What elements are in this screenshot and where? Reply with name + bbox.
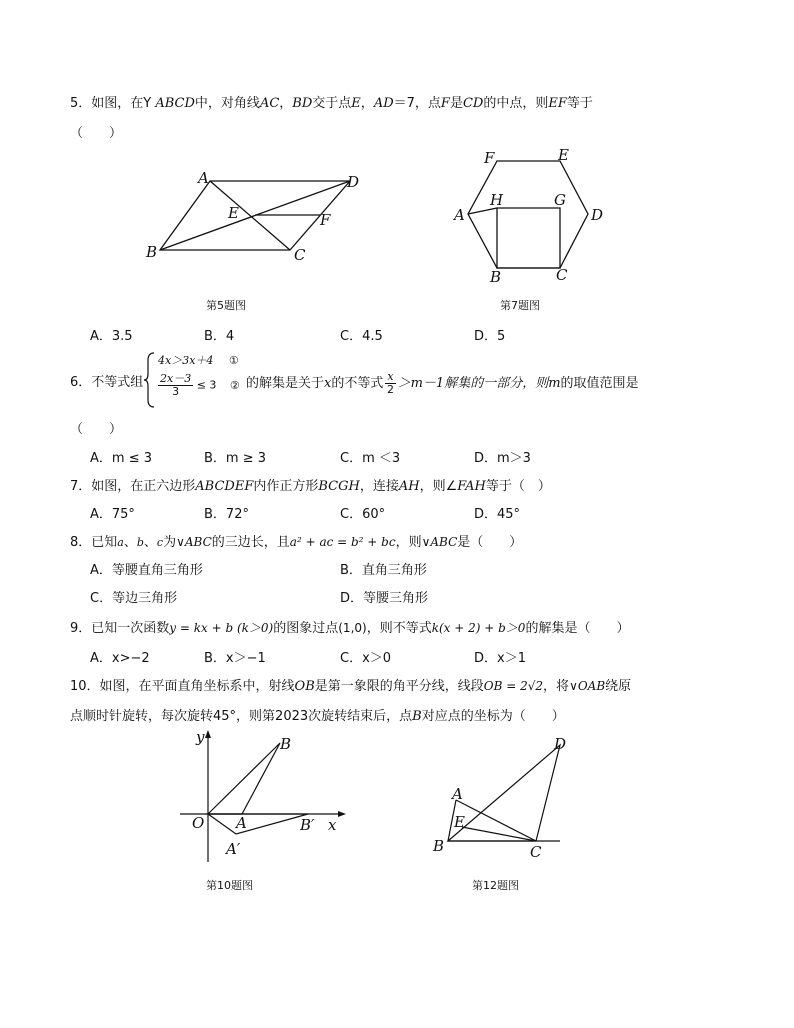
q10-line1	[70, 675, 631, 694]
q5-text: ，	[279, 96, 293, 111]
label-a: A	[236, 814, 247, 832]
q8-b: b	[136, 536, 144, 549]
label-d: D	[347, 173, 360, 191]
fig12-caption: 第12题图	[472, 879, 519, 892]
triangle-oab	[208, 743, 280, 814]
q7-line	[70, 475, 551, 494]
q10-b: B	[412, 709, 422, 724]
label-e: E	[228, 204, 239, 222]
q6-prefix: 6．不等式组	[70, 375, 144, 390]
q9-point: (1,0)	[338, 621, 367, 635]
q5-text: 的中点，则	[483, 96, 549, 111]
q7-text: 内作正方形	[253, 479, 319, 494]
q10-text: 点顺时针旋转，每次旋转45°，则第2023次旋转结束后，点	[70, 709, 413, 724]
q5-cd: CD	[462, 96, 484, 111]
q5-line1	[70, 92, 593, 111]
q5-option-c[interactable]: C．4.5	[340, 329, 383, 344]
triangle-oa1b1	[208, 814, 308, 834]
label-o: O	[192, 814, 205, 832]
q10-text: 是第一象限的角平分线，线段	[314, 679, 484, 694]
q5-option-d[interactable]: D．5	[474, 329, 506, 344]
label-y: y	[196, 728, 205, 746]
q6-option-a[interactable]: A．m ≤ 3	[90, 451, 152, 466]
label-h: H	[490, 191, 504, 209]
q9-option-a[interactable]: A．x>−2	[90, 651, 150, 666]
q8-text: ，则	[395, 535, 422, 550]
y-axis-arrow-icon	[205, 730, 211, 738]
figure-12	[430, 735, 580, 865]
q5-f: F	[440, 96, 450, 111]
q8-option-c[interactable]: C．等边三角形	[90, 591, 178, 606]
q7-square-name: BCGH	[318, 479, 360, 494]
x-axis-arrow-icon	[338, 811, 346, 817]
fraction-den: 2	[386, 383, 394, 396]
label-b: B	[490, 268, 502, 286]
label-a: A	[198, 169, 209, 187]
label-f: F	[484, 149, 495, 167]
q6-option-c[interactable]: C．m ＜3	[340, 451, 401, 466]
q8-option-b[interactable]: B．直角三角形	[340, 563, 427, 578]
q6-text: 的解集是关于	[246, 376, 325, 391]
q5-ef: EF	[548, 96, 567, 111]
label-d: D	[554, 735, 567, 753]
q9-text: 9．已知一次函数	[70, 621, 170, 636]
label-c: C	[556, 266, 568, 284]
figure-5	[140, 165, 370, 275]
label-b: B	[280, 735, 292, 753]
label-g: G	[554, 191, 566, 209]
q9-option-b[interactable]: B．x＞−1	[204, 651, 266, 666]
q6-text: 的不等式	[331, 376, 384, 391]
fig10-caption: 第10题图	[206, 879, 253, 892]
label-f: F	[320, 211, 331, 229]
q8-text: 为	[163, 535, 177, 550]
q6-m: m	[548, 376, 561, 391]
q7-option-b[interactable]: B．72°	[204, 507, 249, 522]
q7-option-d[interactable]: D．45°	[474, 507, 521, 522]
q9-option-c[interactable]: C．x＞0	[340, 651, 392, 666]
q9-option-d[interactable]: D．x＞1	[474, 651, 526, 666]
q8-triangle: ∨ABC	[176, 535, 212, 549]
q10-text: ，将	[543, 679, 570, 694]
q6-x: x	[324, 376, 332, 391]
hexagon-abcdef	[468, 161, 588, 268]
label-e: E	[558, 146, 569, 164]
system-inequality-2	[158, 373, 240, 398]
label-d: D	[591, 206, 604, 224]
q8-triangle: ∨ABC	[421, 535, 458, 549]
q8-option-d[interactable]: D．等腰三角形	[340, 591, 429, 606]
q6-option-d[interactable]: D．m＞3	[474, 451, 531, 466]
q10-line2	[70, 705, 565, 724]
ineq2-fraction	[158, 373, 193, 398]
q8-text: 8．已知	[70, 535, 118, 550]
fig5-caption: 第5题图	[206, 299, 246, 312]
q8-a: a	[117, 536, 124, 549]
label-b-prime: B′	[300, 816, 315, 834]
label-e: E	[454, 813, 465, 831]
q10-ob-length: OB = 2√2	[483, 679, 544, 693]
label-a: A	[454, 206, 465, 224]
frac-denominator: 3	[172, 385, 180, 398]
q5-text: 等于	[566, 96, 593, 111]
q5-paren: （ ）	[70, 126, 123, 141]
q5-option-a[interactable]: A．3.5	[90, 329, 133, 344]
q5-text: 交于点	[312, 96, 352, 111]
q7-option-c[interactable]: C．60°	[340, 507, 386, 522]
q10-ob: OB	[294, 679, 315, 694]
q5-bd: BD	[292, 96, 313, 111]
q5-text: 中，对角线	[194, 96, 260, 111]
ineq1-mark: ①	[228, 354, 239, 367]
label-c: C	[530, 843, 542, 861]
fraction-num: x	[387, 370, 394, 383]
q5-text: 5．如图，在	[70, 96, 144, 111]
q7-hexagon-name: ABCDEF	[195, 479, 254, 494]
fig7-caption: 第7题图	[500, 299, 540, 312]
label-b: B	[433, 837, 445, 855]
q7-ah: AH	[398, 479, 420, 494]
system-brace	[144, 352, 156, 408]
q5-eq: ＝7	[393, 96, 415, 111]
figure-10	[180, 730, 350, 870]
q5-text: 是	[449, 96, 463, 111]
label-c: C	[294, 246, 306, 264]
label-x: x	[328, 816, 337, 834]
q8-line	[70, 531, 522, 550]
q10-text: 10．如图，在平面直角坐标系中，射线	[70, 679, 295, 694]
q7-option-a[interactable]: A．75°	[90, 507, 135, 522]
q9-text: ，则不等式	[366, 621, 432, 636]
ineq2-rest: ≤ 3	[196, 378, 217, 392]
q10-triangle: ∨OAB	[569, 679, 606, 693]
q8-sep: 、	[143, 535, 157, 550]
q8-option-a[interactable]: A．等腰直角三角形	[90, 563, 203, 578]
label-b: B	[146, 243, 158, 261]
q8-equation: a² + ac = b² + bc	[289, 535, 396, 549]
q7-text: ，则∠	[419, 479, 458, 494]
system-inequality-1	[158, 352, 239, 368]
q6-text: 的取值范围是	[560, 376, 639, 391]
q9-inequality: k(x + 2) + b＞0	[431, 621, 526, 635]
segment-ec	[462, 827, 536, 841]
parallelogram-symbol: Y	[143, 96, 156, 111]
q7-fah: FAH	[457, 479, 486, 494]
ineq2-mark: ②	[229, 378, 240, 392]
square-bcgh	[497, 208, 560, 268]
q6-fraction	[385, 371, 395, 396]
q8-sep: 、	[123, 535, 137, 550]
ineq1-text: 4x＞3x＋4	[158, 354, 214, 367]
segment-ac	[456, 800, 536, 841]
q9-line	[70, 617, 629, 636]
q7-text: ，连接	[359, 479, 399, 494]
q5-text: ，点	[414, 96, 441, 111]
q6-line1-rest	[246, 371, 639, 396]
figure-7	[450, 148, 610, 288]
q9-text: 的解集是（ ）	[525, 621, 630, 636]
q8-text: 是（ ）	[457, 535, 523, 550]
q6-paren: （ ）	[70, 422, 123, 437]
q9-function: y = kx + b (k＞0)	[169, 621, 274, 635]
q7-text: 7．如图，在正六边形	[70, 479, 196, 494]
q10-text: 对应点的坐标为（ ）	[421, 709, 565, 724]
q7-text: 等于（ ）	[485, 479, 551, 494]
q5-ad: AD	[373, 96, 394, 111]
frac-numerator: 2x－3	[160, 372, 192, 385]
label-a: A	[452, 785, 463, 803]
q8-text: 的三边长，且	[211, 535, 290, 550]
q5-option-b[interactable]: B．4	[204, 329, 235, 344]
label-a-prime: A′	[226, 840, 241, 858]
q10-text: 绕原	[605, 679, 632, 694]
q5-text: ，	[360, 96, 374, 111]
q5-ac: AC	[259, 96, 280, 111]
q5-e: E	[351, 96, 361, 111]
q9-text: 的图象过点	[273, 621, 339, 636]
q5-abcd: ABCD	[155, 96, 195, 111]
q6-option-b[interactable]: B．m ≥ 3	[204, 451, 267, 466]
q8-c: c	[156, 536, 164, 549]
q6-text: ＞m－1解集的一部分，则	[397, 376, 549, 391]
